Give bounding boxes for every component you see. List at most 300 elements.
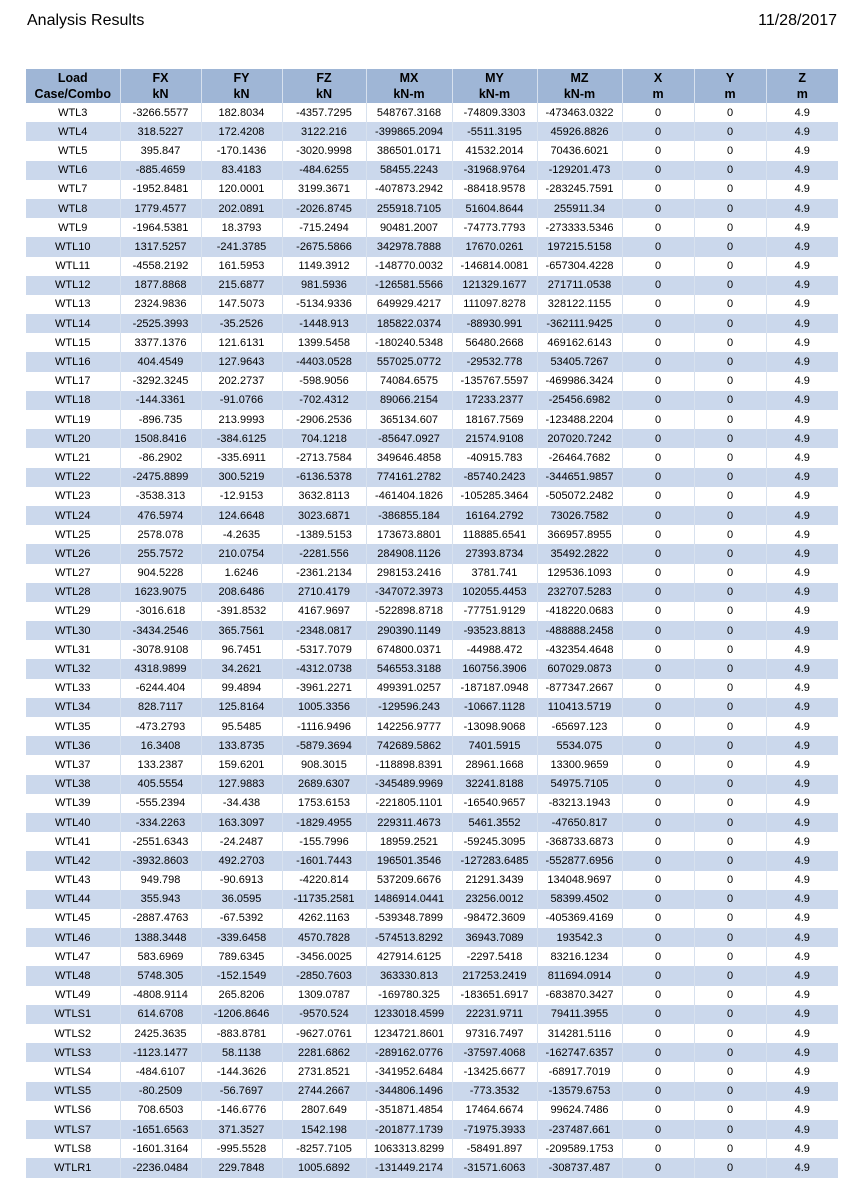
table-row xyxy=(26,525,838,544)
table-cell: 0 xyxy=(694,180,766,199)
table-cell: 0 xyxy=(622,1139,694,1158)
table-row xyxy=(26,237,838,256)
table-cell: -88418.9578 xyxy=(452,180,537,199)
table-cell: -170.1436 xyxy=(201,141,282,160)
table-cell: -74809.3303 xyxy=(452,103,537,122)
table-cell: WTL33 xyxy=(26,679,120,698)
table-cell: -386855.184 xyxy=(366,506,452,525)
table-cell: 18.3793 xyxy=(201,218,282,237)
table-cell: 3781.741 xyxy=(452,564,537,583)
table-row xyxy=(26,986,838,1005)
table-cell: -118898.8391 xyxy=(366,755,452,774)
table-cell: 0 xyxy=(622,583,694,602)
table-cell: 4.9 xyxy=(766,314,838,333)
table-cell: -896.735 xyxy=(120,410,201,429)
table-cell: 0 xyxy=(694,1062,766,1081)
table-row xyxy=(26,736,838,755)
table-row xyxy=(26,698,838,717)
table-cell: 215.6877 xyxy=(201,276,282,295)
table-cell: -2475.8899 xyxy=(120,468,201,487)
table-row xyxy=(26,851,838,870)
table-cell: 127.9643 xyxy=(201,352,282,371)
table-cell: 21574.9108 xyxy=(452,429,537,448)
table-cell: WTL15 xyxy=(26,333,120,352)
table-cell: -83213.1943 xyxy=(537,794,622,813)
table-row xyxy=(26,1139,838,1158)
table-cell: -522898.8718 xyxy=(366,602,452,621)
table-cell: 0 xyxy=(622,775,694,794)
table-cell: 83216.1234 xyxy=(537,947,622,966)
table-cell: -148770.0032 xyxy=(366,257,452,276)
table-cell: 2731.8521 xyxy=(282,1062,366,1081)
table-cell: WTL16 xyxy=(26,352,120,371)
table-cell: 300.5219 xyxy=(201,468,282,487)
table-cell: -1601.7443 xyxy=(282,851,366,870)
table-cell: 0 xyxy=(694,352,766,371)
table-cell: 328122.1155 xyxy=(537,295,622,314)
table-cell: 58.1138 xyxy=(201,1043,282,1062)
table-cell: 217253.2419 xyxy=(452,966,537,985)
table-cell: 774161.2782 xyxy=(366,468,452,487)
table-cell: WTL47 xyxy=(26,947,120,966)
table-cell: 404.4549 xyxy=(120,352,201,371)
table-cell: WTL13 xyxy=(26,295,120,314)
table-cell: 118885.6541 xyxy=(452,525,537,544)
table-cell: -144.3626 xyxy=(201,1062,282,1081)
table-cell: 0 xyxy=(694,448,766,467)
table-cell: -169780.325 xyxy=(366,986,452,1005)
table-cell: 4.9 xyxy=(766,410,838,429)
table-cell: -539348.7899 xyxy=(366,909,452,928)
table-cell: -399865.2094 xyxy=(366,122,452,141)
table-cell: 4.9 xyxy=(766,487,838,506)
table-cell: WTL8 xyxy=(26,199,120,218)
table-cell: 4.9 xyxy=(766,698,838,717)
table-cell: 3377.1376 xyxy=(120,333,201,352)
table-cell: 3632.8113 xyxy=(282,487,366,506)
table-cell: WTL4 xyxy=(26,122,120,141)
table-cell: 0 xyxy=(694,506,766,525)
table-cell: 5534.075 xyxy=(537,736,622,755)
table-cell: -129596.243 xyxy=(366,698,452,717)
table-cell: 4.9 xyxy=(766,506,838,525)
table-cell: 386501.0171 xyxy=(366,141,452,160)
table-row xyxy=(26,794,838,813)
table-cell: WTLS4 xyxy=(26,1062,120,1081)
table-cell: 0 xyxy=(694,257,766,276)
table-cell: -40915.783 xyxy=(452,448,537,467)
table-cell: -74773.7793 xyxy=(452,218,537,237)
table-cell: -341952.6484 xyxy=(366,1062,452,1081)
table-cell: -3016.618 xyxy=(120,602,201,621)
table-cell: 0 xyxy=(694,276,766,295)
table-cell: 213.9993 xyxy=(201,410,282,429)
table-cell: 0 xyxy=(622,410,694,429)
column-header-mz: MZ kN-m xyxy=(537,69,622,103)
table-cell: WTL35 xyxy=(26,717,120,736)
table-cell: 1149.3912 xyxy=(282,257,366,276)
table-cell: 4.9 xyxy=(766,333,838,352)
table-cell: WTL9 xyxy=(26,218,120,237)
page-header xyxy=(27,12,837,34)
table-cell: 121.6131 xyxy=(201,333,282,352)
table-cell: 0 xyxy=(694,659,766,678)
table-cell: 124.6648 xyxy=(201,506,282,525)
table-cell: 1233018.4599 xyxy=(366,1005,452,1024)
table-cell: -555.2394 xyxy=(120,794,201,813)
table-cell: -13425.6677 xyxy=(452,1062,537,1081)
table-cell: -1651.6563 xyxy=(120,1120,201,1139)
table-cell: 89066.2154 xyxy=(366,391,452,410)
table-cell: 0 xyxy=(622,544,694,563)
table-cell: -432354.4648 xyxy=(537,640,622,659)
table-cell: -473463.0322 xyxy=(537,103,622,122)
table-cell: WTL18 xyxy=(26,391,120,410)
table-cell: -2906.2536 xyxy=(282,410,366,429)
table-cell: 0 xyxy=(622,276,694,295)
table-cell: -885.4659 xyxy=(120,161,201,180)
table-cell: WTLR1 xyxy=(26,1158,120,1177)
table-row xyxy=(26,1005,838,1024)
table-cell: WTLS8 xyxy=(26,1139,120,1158)
table-row xyxy=(26,448,838,467)
table-cell: -29532.778 xyxy=(452,352,537,371)
table-cell: 74084.6575 xyxy=(366,372,452,391)
table-cell: 0 xyxy=(694,890,766,909)
table-cell: -2361.2134 xyxy=(282,564,366,583)
table-cell: -68917.7019 xyxy=(537,1062,622,1081)
table-row xyxy=(26,1024,838,1043)
table-cell: 160756.3906 xyxy=(452,659,537,678)
table-cell: -308737.487 xyxy=(537,1158,622,1177)
table-cell: -418220.0683 xyxy=(537,602,622,621)
table-row xyxy=(26,966,838,985)
table-cell: -209589.1753 xyxy=(537,1139,622,1158)
table-cell: -715.2494 xyxy=(282,218,366,237)
table-cell: -3078.9108 xyxy=(120,640,201,659)
table-cell: 904.5228 xyxy=(120,564,201,583)
table-cell: 4.9 xyxy=(766,295,838,314)
table-row xyxy=(26,314,838,333)
table-cell: -344806.1496 xyxy=(366,1082,452,1101)
table-cell: 1317.5257 xyxy=(120,237,201,256)
table-cell: 0 xyxy=(694,736,766,755)
table-cell: 405.5554 xyxy=(120,775,201,794)
table-cell: 0 xyxy=(622,1024,694,1043)
table-cell: 18167.7569 xyxy=(452,410,537,429)
table-cell: 4.9 xyxy=(766,851,838,870)
table-cell: 2281.6862 xyxy=(282,1043,366,1062)
table-cell: -552877.6956 xyxy=(537,851,622,870)
table-cell: 342978.7888 xyxy=(366,237,452,256)
table-cell: 1779.4577 xyxy=(120,199,201,218)
table-cell: WTL31 xyxy=(26,640,120,659)
table-cell: 0 xyxy=(694,564,766,583)
table-cell: -25456.6982 xyxy=(537,391,622,410)
table-row xyxy=(26,218,838,237)
table-cell: 0 xyxy=(622,947,694,966)
table-cell: 0 xyxy=(694,1139,766,1158)
table-cell: 56480.2668 xyxy=(452,333,537,352)
table-cell: 548767.3168 xyxy=(366,103,452,122)
table-cell: 202.2737 xyxy=(201,372,282,391)
table-cell: 4.9 xyxy=(766,429,838,448)
table-cell: 0 xyxy=(622,122,694,141)
table-cell: -9627.0761 xyxy=(282,1024,366,1043)
table-cell: 0 xyxy=(694,199,766,218)
table-cell: -1448.913 xyxy=(282,314,366,333)
table-cell: -91.0766 xyxy=(201,391,282,410)
table-cell: WTL29 xyxy=(26,602,120,621)
table-cell: -129201.473 xyxy=(537,161,622,180)
table-cell: WTL11 xyxy=(26,257,120,276)
table-cell: 476.5974 xyxy=(120,506,201,525)
table-cell: 1309.0787 xyxy=(282,986,366,1005)
table-cell: -8257.7105 xyxy=(282,1139,366,1158)
table-cell: 147.5073 xyxy=(201,295,282,314)
table-cell: 4.9 xyxy=(766,755,838,774)
table-cell: 5748.305 xyxy=(120,966,201,985)
table-cell: 121329.1677 xyxy=(452,276,537,295)
table-cell: 2578.078 xyxy=(120,525,201,544)
table-cell: -237487.661 xyxy=(537,1120,622,1139)
table-cell: 607029.0873 xyxy=(537,659,622,678)
table-cell: -3266.5577 xyxy=(120,103,201,122)
table-cell: 41532.2014 xyxy=(452,141,537,160)
table-cell: 0 xyxy=(694,161,766,180)
table-cell: 0 xyxy=(694,1101,766,1120)
table-row xyxy=(26,333,838,352)
table-cell: -351871.4854 xyxy=(366,1101,452,1120)
table-cell: -347072.3973 xyxy=(366,583,452,602)
table-cell: -2297.5418 xyxy=(452,947,537,966)
table-cell: 4.9 xyxy=(766,180,838,199)
table-cell: -90.6913 xyxy=(201,871,282,890)
table-cell: WTL12 xyxy=(26,276,120,295)
table-cell: 0 xyxy=(694,583,766,602)
table-cell: 583.6969 xyxy=(120,947,201,966)
table-cell: 0 xyxy=(694,295,766,314)
table-cell: 0 xyxy=(694,813,766,832)
table-cell: 4.9 xyxy=(766,966,838,985)
table-cell: 4.9 xyxy=(766,890,838,909)
table-cell: 4318.9899 xyxy=(120,659,201,678)
table-cell: -105285.3464 xyxy=(452,487,537,506)
table-cell: 0 xyxy=(694,391,766,410)
table-cell: 4.9 xyxy=(766,583,838,602)
table-cell: 4.9 xyxy=(766,237,838,256)
table-cell: 355.943 xyxy=(120,890,201,909)
table-cell: 120.0001 xyxy=(201,180,282,199)
table-cell: 0 xyxy=(622,890,694,909)
table-cell: WTL34 xyxy=(26,698,120,717)
table-cell: 4.9 xyxy=(766,525,838,544)
table-cell: 4.9 xyxy=(766,621,838,640)
table-cell: 4.9 xyxy=(766,352,838,371)
table-cell: 4.9 xyxy=(766,871,838,890)
table-cell: -5879.3694 xyxy=(282,736,366,755)
table-cell: 1005.6892 xyxy=(282,1158,366,1177)
table-cell: 4.9 xyxy=(766,717,838,736)
table-cell: 4.9 xyxy=(766,1024,838,1043)
table-cell: -221805.1101 xyxy=(366,794,452,813)
table-cell: 0 xyxy=(622,218,694,237)
table-cell: 4.9 xyxy=(766,775,838,794)
table-row xyxy=(26,352,838,371)
table-cell: WTL7 xyxy=(26,180,120,199)
table-cell: 0 xyxy=(622,602,694,621)
table-cell: 22231.9711 xyxy=(452,1005,537,1024)
table-cell: 17464.6674 xyxy=(452,1101,537,1120)
table-cell: 21291.3439 xyxy=(452,871,537,890)
table-cell: WTL32 xyxy=(26,659,120,678)
table-cell: 0 xyxy=(622,180,694,199)
table-cell: -362111.9425 xyxy=(537,314,622,333)
table-cell: 45926.8826 xyxy=(537,122,622,141)
table-cell: -59245.3095 xyxy=(452,832,537,851)
table-row xyxy=(26,871,838,890)
table-cell: 0 xyxy=(622,564,694,583)
table-row xyxy=(26,928,838,947)
table-row xyxy=(26,775,838,794)
table-cell: 365.7561 xyxy=(201,621,282,640)
table-cell: 96.7451 xyxy=(201,640,282,659)
table-cell: -4220.814 xyxy=(282,871,366,890)
table-cell: 0 xyxy=(694,640,766,659)
table-row xyxy=(26,295,838,314)
table-cell: -26464.7682 xyxy=(537,448,622,467)
table-cell: -484.6107 xyxy=(120,1062,201,1081)
table-cell: WTL10 xyxy=(26,237,120,256)
table-cell: -6136.5378 xyxy=(282,468,366,487)
table-cell: -484.6255 xyxy=(282,161,366,180)
table-cell: 255911.34 xyxy=(537,199,622,218)
column-header-load: Load Case/Combo xyxy=(26,69,120,103)
table-cell: -3292.3245 xyxy=(120,372,201,391)
table-cell: 255.7572 xyxy=(120,544,201,563)
table-cell: WTL36 xyxy=(26,736,120,755)
table-cell: 649929.4217 xyxy=(366,295,452,314)
table-cell: 614.6708 xyxy=(120,1005,201,1024)
table-cell: WTLS7 xyxy=(26,1120,120,1139)
table-cell: 4.9 xyxy=(766,986,838,1005)
table-cell: WTL44 xyxy=(26,890,120,909)
table-cell: -93523.8813 xyxy=(452,621,537,640)
table-cell: 58399.4502 xyxy=(537,890,622,909)
table-cell: 23256.0012 xyxy=(452,890,537,909)
table-cell: 0 xyxy=(622,257,694,276)
column-header-x: X m xyxy=(622,69,694,103)
table-cell: 0 xyxy=(694,410,766,429)
table-cell: 4.9 xyxy=(766,161,838,180)
table-cell: 0 xyxy=(694,218,766,237)
table-cell: 4.9 xyxy=(766,947,838,966)
table-cell: 32241.8188 xyxy=(452,775,537,794)
table-cell: 0 xyxy=(622,391,694,410)
table-row xyxy=(26,832,838,851)
table-cell: 0 xyxy=(694,986,766,1005)
table-row xyxy=(26,257,838,276)
table-cell: 4.9 xyxy=(766,1139,838,1158)
table-cell: 908.3015 xyxy=(282,755,366,774)
table-cell: 365134.607 xyxy=(366,410,452,429)
table-cell: 265.8206 xyxy=(201,986,282,1005)
table-cell: 4.9 xyxy=(766,679,838,698)
table-cell: 0 xyxy=(622,755,694,774)
table-cell: -773.3532 xyxy=(452,1082,537,1101)
table-cell: -12.9153 xyxy=(201,487,282,506)
table-cell: -657304.4228 xyxy=(537,257,622,276)
table-cell: 125.8164 xyxy=(201,698,282,717)
table-cell: 4262.1163 xyxy=(282,909,366,928)
table-cell: 2807.649 xyxy=(282,1101,366,1120)
table-cell: WTL23 xyxy=(26,487,120,506)
table-cell: 4.9 xyxy=(766,928,838,947)
table-cell: -1601.3164 xyxy=(120,1139,201,1158)
table-cell: 0 xyxy=(622,909,694,928)
table-cell: 102055.4453 xyxy=(452,583,537,602)
table-cell: 4.9 xyxy=(766,832,838,851)
table-cell: 469162.6143 xyxy=(537,333,622,352)
table-cell: -155.7996 xyxy=(282,832,366,851)
table-cell: 161.5953 xyxy=(201,257,282,276)
table-cell: 13300.9659 xyxy=(537,755,622,774)
table-cell: 0 xyxy=(694,429,766,448)
table-cell: 0 xyxy=(694,947,766,966)
table-cell: 0 xyxy=(694,1005,766,1024)
table-cell: 5461.3552 xyxy=(452,813,537,832)
table-cell: WTL24 xyxy=(26,506,120,525)
table-cell: 0 xyxy=(694,602,766,621)
table-cell: -683870.3427 xyxy=(537,986,622,1005)
table-cell: 17670.0261 xyxy=(452,237,537,256)
table-cell: WTL30 xyxy=(26,621,120,640)
table-cell: 4.9 xyxy=(766,468,838,487)
table-row xyxy=(26,122,838,141)
table-cell: 0 xyxy=(622,736,694,755)
table-cell: -31571.6063 xyxy=(452,1158,537,1177)
table-cell: -5134.9336 xyxy=(282,295,366,314)
table-cell: 0 xyxy=(622,161,694,180)
table-cell: -88930.991 xyxy=(452,314,537,333)
table-cell: 0 xyxy=(622,717,694,736)
table-cell: 4.9 xyxy=(766,1120,838,1139)
table-cell: WTLS2 xyxy=(26,1024,120,1043)
table-cell: -598.9056 xyxy=(282,372,366,391)
table-cell: 111097.8278 xyxy=(452,295,537,314)
table-cell: -1829.4955 xyxy=(282,813,366,832)
table-cell: -98472.3609 xyxy=(452,909,537,928)
table-cell: 981.5936 xyxy=(282,276,366,295)
column-header-fy: FY kN xyxy=(201,69,282,103)
table-cell: 704.1218 xyxy=(282,429,366,448)
table-cell: 4.9 xyxy=(766,257,838,276)
table-cell: 0 xyxy=(694,928,766,947)
table-cell: WTL43 xyxy=(26,871,120,890)
table-cell: 36943.7089 xyxy=(452,928,537,947)
table-cell: 674800.0371 xyxy=(366,640,452,659)
table-cell: 0 xyxy=(694,851,766,870)
table-cell: -384.6125 xyxy=(201,429,282,448)
table-cell: WTLS1 xyxy=(26,1005,120,1024)
table-cell: 0 xyxy=(622,1101,694,1120)
table-cell: 0 xyxy=(694,544,766,563)
table-cell: WTL25 xyxy=(26,525,120,544)
table-cell: 163.3097 xyxy=(201,813,282,832)
table-cell: 232707.5283 xyxy=(537,583,622,602)
table-cell: -4403.0528 xyxy=(282,352,366,371)
table-cell: 366957.8955 xyxy=(537,525,622,544)
